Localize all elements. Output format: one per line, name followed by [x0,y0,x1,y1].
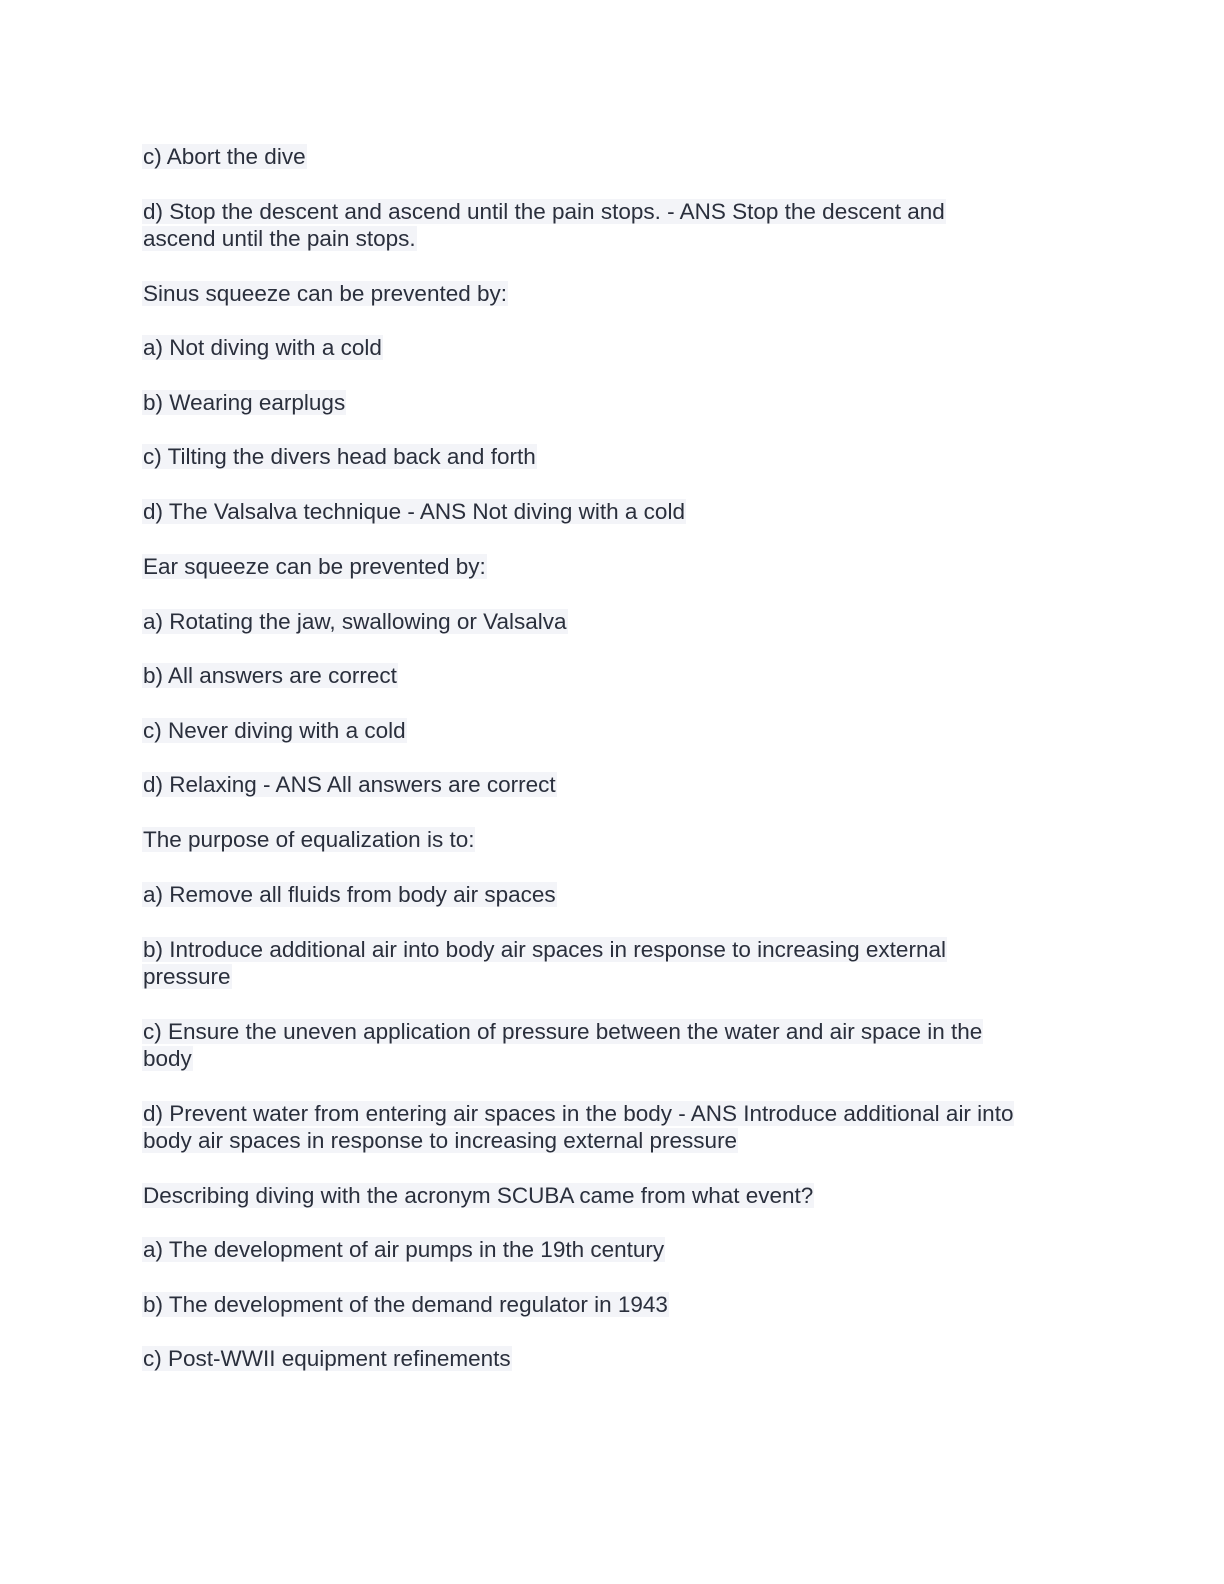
answer-option: c) Tilting the divers head back and forth [143,444,536,469]
answer-option: a) Rotating the jaw, swallowing or Valsalva [143,609,567,634]
answer-option: d) The Valsalva technique - ANS Not diving with a cold [143,499,685,524]
answer-option: body air spaces in response to increasing external pressure [143,1128,738,1153]
answer-option: b) All answers are correct [143,663,397,688]
answer-option: c) Post-WWII equipment refinements [143,1346,511,1371]
answer-option: a) The development of air pumps in the 19th century [143,1237,665,1262]
answer-option: body [143,1046,192,1071]
answer-option: b) Wearing earplugs [143,390,346,415]
answer-option: c) Ensure the uneven application of pressure between the water and air space in the [143,1019,983,1044]
question-text: Describing diving with the acronym SCUBA came from what event? [143,1183,814,1208]
question-text: The purpose of equalization is to: [143,827,475,852]
question-text: Ear squeeze can be prevented by: [143,554,486,579]
answer-option: pressure [143,964,231,989]
answer-option: c) Never diving with a cold [143,718,406,743]
answer-option: b) The development of the demand regulator in 1943 [143,1292,668,1317]
answer-option: a) Remove all fluids from body air spaces [143,882,556,907]
text-line: ascend until the pain stops. [143,226,416,251]
text-line: d) Stop the descent and ascend until the pain stops. - ANS Stop the descent and [143,199,945,224]
answer-option: d) Relaxing - ANS All answers are correct [143,772,556,797]
answer-option: d) Prevent water from entering air spaces in the body - ANS Introduce additional air into [143,1101,1014,1126]
text-line: c) Abort the dive [143,144,306,169]
answer-option: b) Introduce additional air into body air spaces in response to increasing external [143,937,946,962]
question-text: Sinus squeeze can be prevented by: [143,281,507,306]
answer-option: a) Not diving with a cold [143,335,382,360]
